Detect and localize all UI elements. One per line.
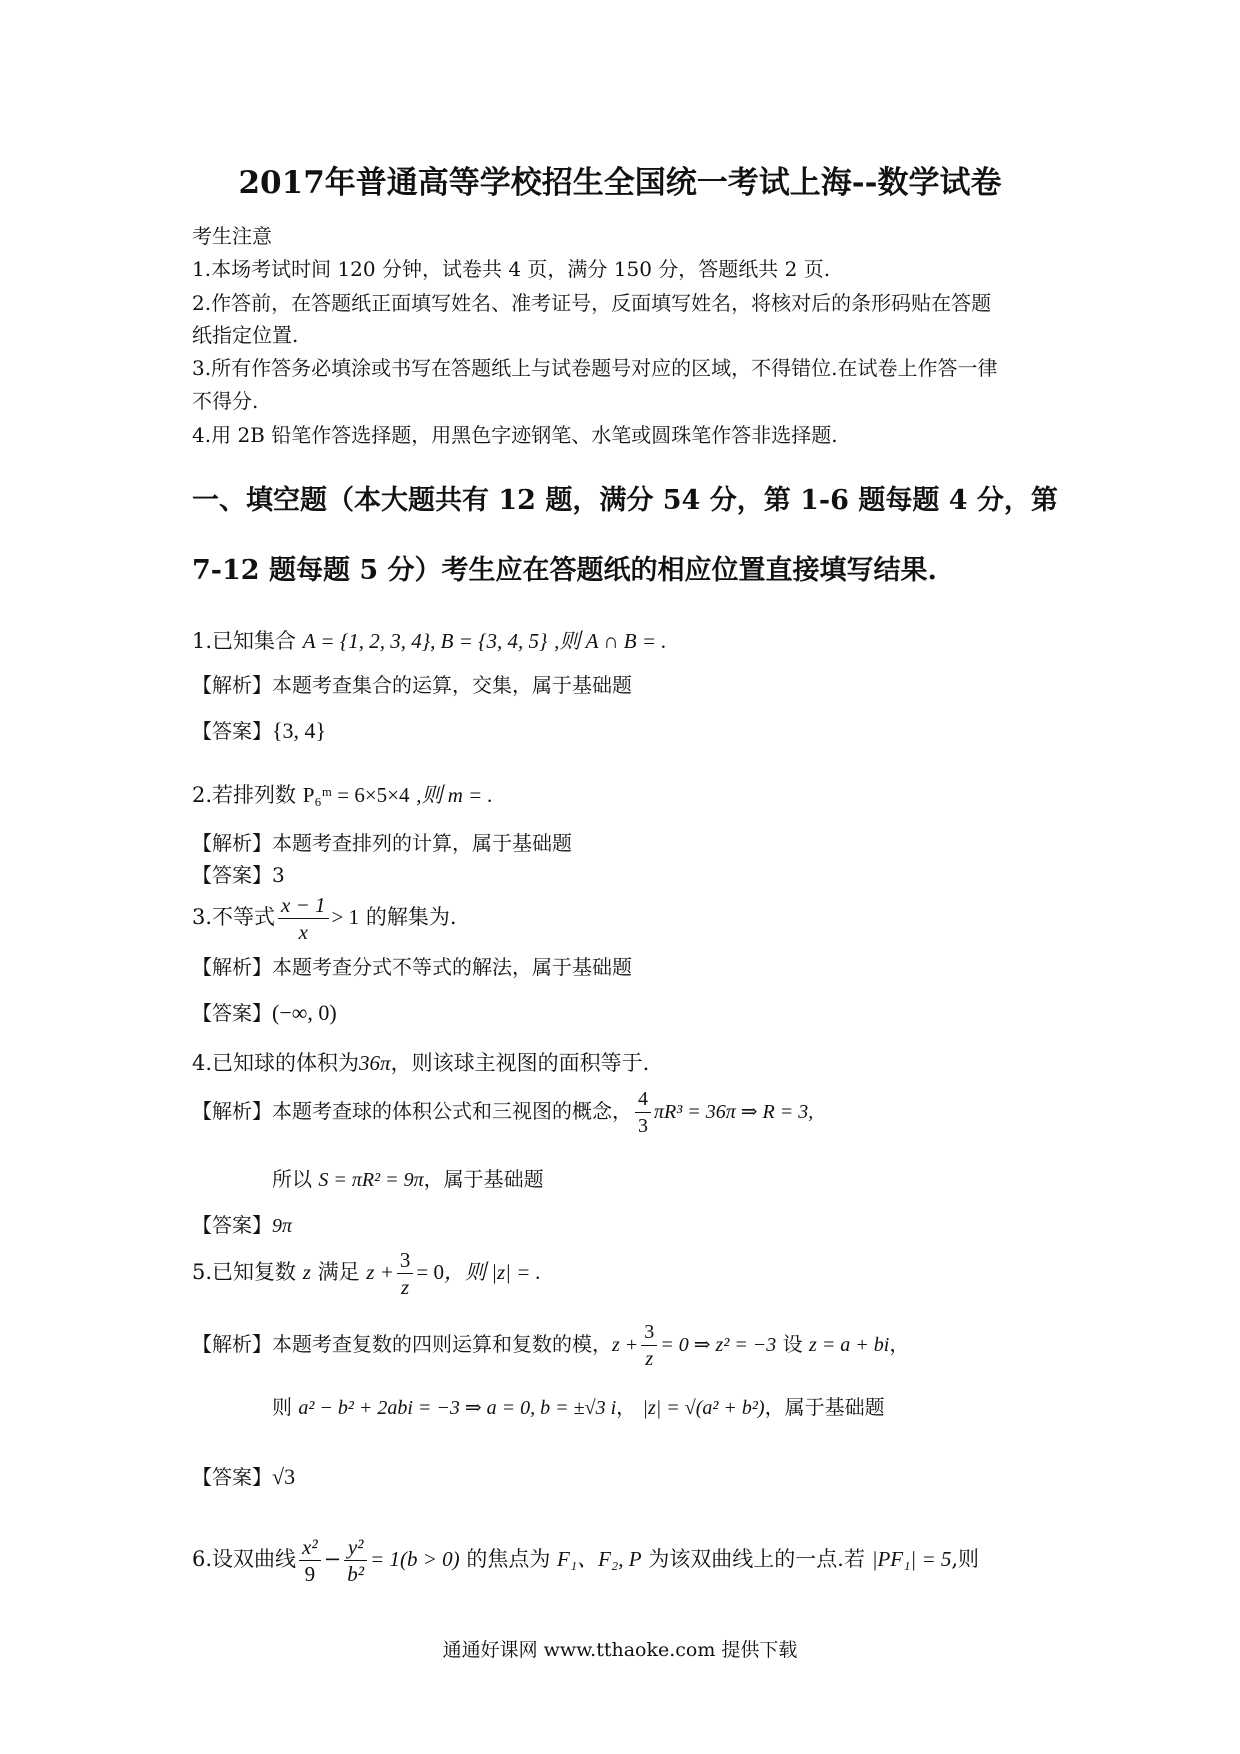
question-5-stem: 5.已知复数 z 满足 z + $\frac{3}{z}$ = 0，则 |z| = . — [192, 1248, 541, 1299]
question-4-analysis-cont: 所以 S = πR² = 9π，属于基础题 — [272, 1167, 544, 1191]
fraction: $\frac{3}{z}$ — [397, 1247, 414, 1300]
question-5-analysis: 【解析】本题考查复数的四则运算和复数的模，z + $\frac{3}{z}$ = 0 ⇒ z² = −3 设 z = a + bi， — [192, 1321, 910, 1370]
fraction: $\frac{4}{3}$ — [635, 1086, 651, 1139]
question-5-analysis-cont: 则 a² − b² + 2abi = −3 ⇒ a = 0, b = ±√3 i， |z| = √(a² + b²)，属于基础题 — [272, 1395, 885, 1419]
fraction: $\frac{\text{y²}}{\text{b²}}$ — [344, 1534, 367, 1587]
question-5-answer: 【答案】√3 — [192, 1464, 296, 1489]
question-6-stem: 6.设双曲线 $\frac{\text{x²}}{9}$ − $\frac{\text{y²}}{\text{b²}}$ = 1(b > 0) 的焦点为 F₁、F₂, P 为该双曲线上的一点.若 |PF₁| = 5,则 — [192, 1535, 980, 1586]
section-heading-line1: 一、填空题（本大题共有 12 题，满分 54 分，第 1-6 题每题 4 分，第 — [192, 485, 1058, 516]
question-1-stem: 1.已知集合 A = {1, 2, 3, 4}, B = {3, 4, 5} ,则 A ∩ B = . — [192, 629, 667, 653]
question-3-stem: 3.不等式 $\frac{x - 1}{x}$ > 1 的解集为. — [192, 893, 457, 944]
page-footer: 通通好课网 www.tthaoke.com 提供下载 — [442, 1639, 798, 1661]
notice-item: 纸指定位置. — [192, 323, 299, 347]
question-2-answer: 【答案】3 — [192, 863, 285, 887]
question-4-answer: 【答案】9π — [192, 1213, 293, 1237]
notice-item: 不得分. — [192, 389, 259, 413]
question-4-analysis: 【解析】本题考查球的体积公式和三视图的概念， $\frac{4}{3}$ πR³ = 36π ⇒ R = 3, — [192, 1088, 814, 1137]
question-3-analysis: 【解析】本题考查分式不等式的解法，属于基础题 — [192, 955, 632, 979]
fraction: $\frac{\text{x²}}{9}$ — [299, 1534, 321, 1587]
question-3-answer: 【答案】(−∞, 0) — [192, 1000, 337, 1025]
question-1-answer: 【答案】{3, 4} — [192, 718, 327, 743]
fraction: $\frac{x - 1}{x}$ — [278, 892, 329, 945]
section-heading-line2: 7-12 题每题 5 分）考生应在答题纸的相应位置直接填写结果. — [192, 555, 937, 586]
notice-item: 3.所有作答务必填涂或书写在答题纸上与试卷题号对应的区域，不得错位.在试卷上作答一律 — [192, 356, 998, 380]
notice-item: 4.用 2B 铅笔作答选择题，用黑色字迹钢笔、水笔或圆珠笔作答非选择题. — [192, 423, 838, 447]
notice-heading: 考生注意 — [192, 224, 272, 248]
notice-item: 2.作答前，在答题纸正面填写姓名、准考证号，反面填写姓名，将核对后的条形码贴在答题 — [192, 291, 992, 315]
question-2-analysis: 【解析】本题考查排列的计算，属于基础题 — [192, 831, 572, 855]
question-1-analysis: 【解析】本题考查集合的运算，交集，属于基础题 — [192, 673, 632, 697]
notice-item: 1.本场考试时间 120 分钟，试卷共 4 页，满分 150 分，答题纸共 2 页. — [192, 257, 831, 281]
fraction: $\frac{3}{z}$ — [641, 1319, 657, 1372]
question-4-stem: 4.已知球的体积为36π，则该球主视图的面积等于. — [192, 1051, 650, 1075]
page-title: 2017年普通高等学校招生全国统一考试上海--数学试卷 — [238, 165, 1002, 201]
question-2-stem: 2.若排列数 P₆ᵐ = 6×5×4 ,则 m = . — [192, 783, 493, 807]
